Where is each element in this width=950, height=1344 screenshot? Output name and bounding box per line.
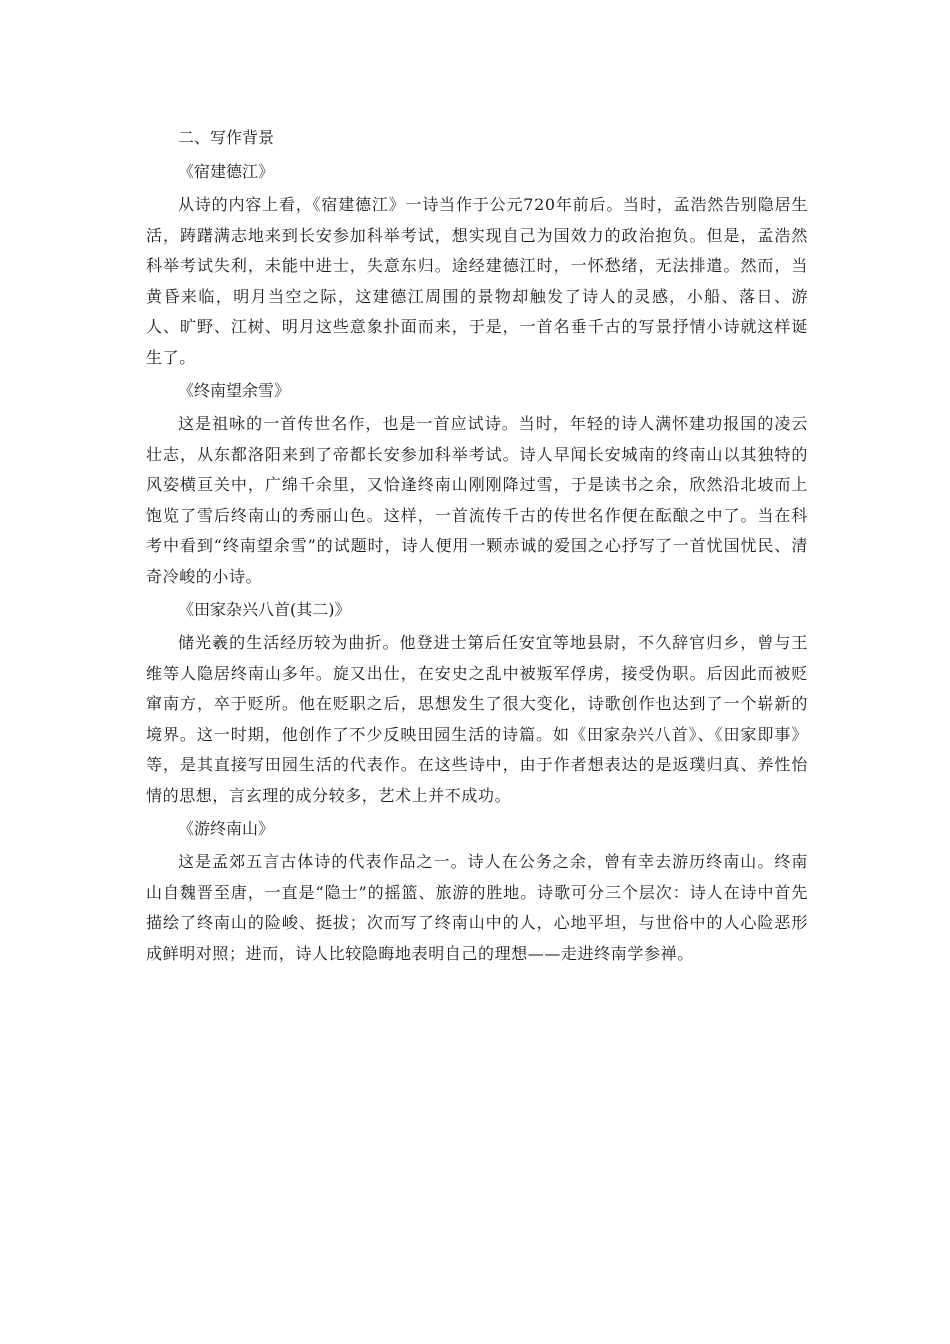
background-paragraph: 储光羲的生活经历较为曲折。他登进士第后任安宜等地县尉，不久辞官归乡，曾与王维等人隐居终南山多年。旋又出仕，在安史之乱中被叛军俘虏，接受伪职。后因此而被贬窜南方，卒于贬所。他在贬职之后，思想发生了很大变化，诗歌创作也达到了一个崭新的境界。这一时期，他创作了不少反映田园生活的诗篇。如《田家杂兴八首》、《田家即事》等，是其直接写田园生活的代表作。在这些诗中，由于作者想表达的是返璞归真、养性怡情的思想，言玄理的成分较多，艺术上并不成功。 [146,633,808,805]
poem-title-tianjia-zaxing: 《田家杂兴八首(其二)》 [178,600,351,619]
background-paragraph: 这是孟郊五言古体诗的代表作品之一。诗人在公务之余，曾有幸去游历终南山。终南山自魏晋至唐，一直是“隐士”的摇篮、旅游的胜地。诗歌可分三个层次：诗人在诗中首先描绘了终南山的险峻、挺拔；次而写了终南山中的人，心地平坦，与世俗中的人心险恶形成鲜明对照；进而，诗人比较隐晦地表明自己的理想——走进终南学参禅。 [146,852,808,963]
poem-title-you-zhongnanshan: 《游终南山》 [178,819,275,838]
background-paragraph: 从诗的内容上看，《宿建德江》一诗当作于公元720年前后。当时，孟浩然告别隐居生活，踌躇满志地来到长安参加科举考试，想实现自己为国效力的政治抱负。但是，孟浩然科举考试失利，未能中进士，失意东归。途经建德江时，一怀愁绪，无法排遣。然而，当黄昏来临，明月当空之际，这建德江周围的景物却触发了诗人的灵感，小船、落日、游人、旷野、江树、明月这些意象扑面而来，于是，一首名垂千古的写景抒情小诗就这样诞生了。 [146,195,808,367]
document-page [146,122,808,971]
poem-title-suxu-jiandejiang: 《宿建德江》 [178,162,275,181]
background-paragraph: 这是祖咏的一首传世名作，也是一首应试诗。当时，年轻的诗人满怀建功报国的凌云壮志，从东都洛阳来到了帝都长安参加科举考试。诗人早闻长安城南的终南山以其独特的风姿横亘关中，广绵千余里，又恰逢终南山刚刚降过雪，于是读书之余，欣然沿北坡而上饱览了雪后终南山的秀丽山色。这样，一首流传千古的传世名作便在酝酿之中了。当在科考中看到“终南望余雪”的试题时，诗人便用一颗赤诚的爱国之心抒写了一首忧国忧民、清奇冷峻的小诗。 [146,414,808,586]
section-heading: 二、写作背景 [178,128,275,147]
poem-title-zhongnan-wang-yuxue: 《终南望余雪》 [178,381,291,400]
